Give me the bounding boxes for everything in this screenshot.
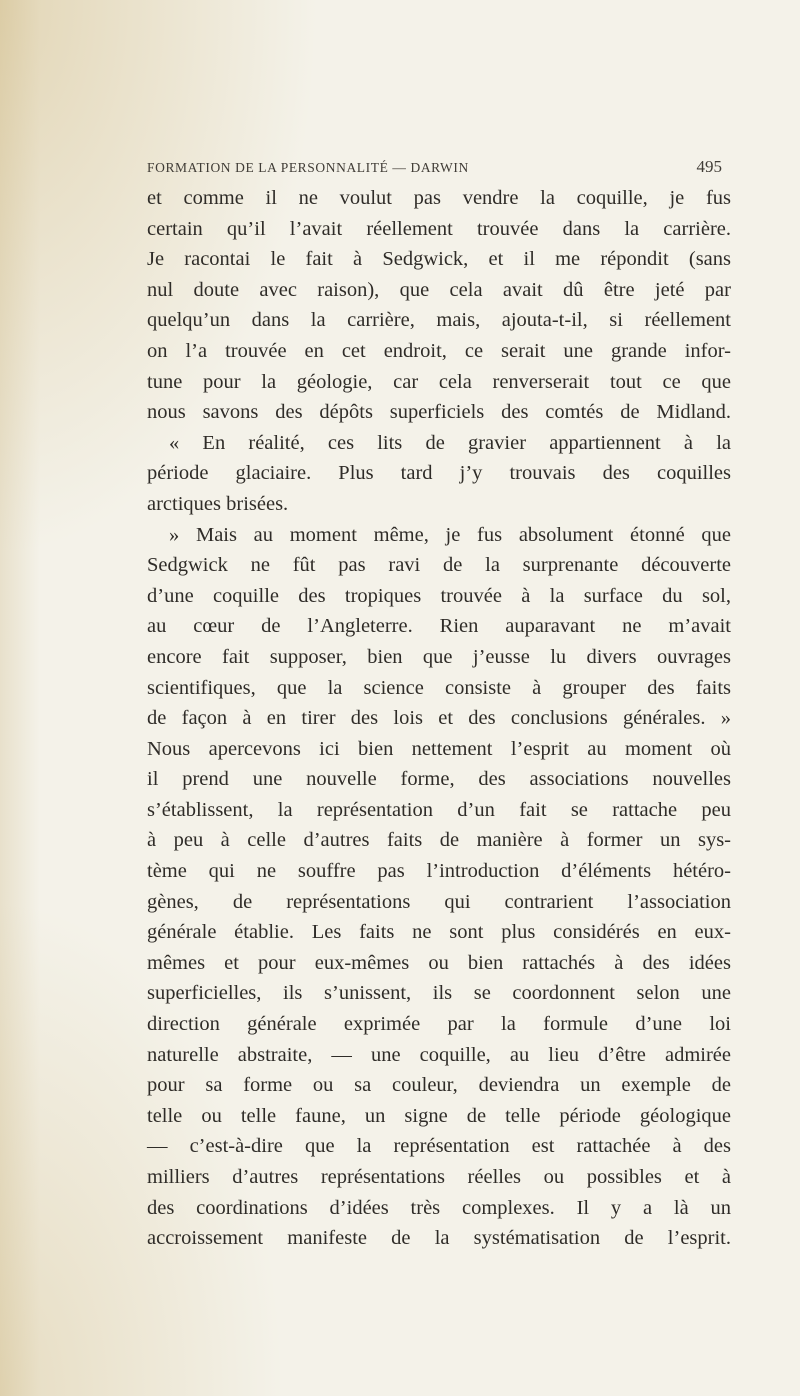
text-line: d’une coquille des tropiques trouvée à la surface du sol, xyxy=(147,584,731,607)
text-line: nous savons des dépôts superficiels des comtés de Midland. xyxy=(147,401,731,424)
text-line: mêmes et pour eux-mêmes ou bien rattachés à des idées xyxy=(147,951,731,974)
text-line: pour sa forme ou sa couleur, deviendra un exemple de xyxy=(147,1074,731,1097)
text-line: Je racontai le fait à Sedgwick, et il me répondit (sans xyxy=(147,248,731,271)
page-number: 495 xyxy=(696,157,722,176)
text-line: certain qu’il l’avait réellement trouvée dans la carrière. xyxy=(147,217,731,240)
text-line: scientifiques, que la science consiste à grouper des faits xyxy=(147,676,731,699)
text-line: — c’est-à-dire que la représentation est rattachée à des xyxy=(147,1135,731,1158)
text-line: superficielles, ils s’unissent, ils se coordonnent selon une xyxy=(147,982,731,1005)
text-line: nul doute avec raison), que cela avait dû être jeté par xyxy=(147,278,731,301)
text-line: il prend une nouvelle forme, des associations nouvelles xyxy=(147,768,731,791)
text-line: gènes, de représentations qui contrarient l’association xyxy=(147,890,731,913)
text-line: on l’a trouvée en cet endroit, ce serait une grande infor- xyxy=(147,339,731,362)
text-line: s’établissent, la représentation d’un fait se rattache peu xyxy=(147,798,731,821)
text-line: arctiques brisées. xyxy=(147,492,289,515)
text-line: des coordinations d’idées très complexes. Il y a là un xyxy=(147,1196,731,1219)
text-line: tune pour la géologie, car cela renverserait tout ce que xyxy=(147,370,731,393)
text-line: Nous apercevons ici bien nettement l’esprit au moment où xyxy=(147,737,731,760)
text-line: à peu à celle d’autres faits de manière à former un sys- xyxy=(147,829,731,852)
text-line: accroissement manifeste de la systématisation de l’esprit. xyxy=(147,1227,731,1250)
text-line: et comme il ne voulut pas vendre la coquille, je fus xyxy=(147,187,731,209)
text-line: générale établie. Les faits ne sont plus considérés en eux- xyxy=(147,921,731,944)
text-line: direction générale exprimée par la formule d’une loi xyxy=(147,1013,731,1036)
text-line: encore fait supposer, bien que j’eusse lu divers ouvrages xyxy=(147,645,731,668)
text-line: de façon à en tirer des lois et des conclusions générales. » xyxy=(147,707,731,730)
running-header: FORMATION DE LA PERSONNALITÉ — DARWIN xyxy=(147,160,469,175)
text-line: quelqu’un dans la carrière, mais, ajouta-t-il, si réellement xyxy=(147,309,731,332)
text-line: » Mais au moment même, je fus absolument étonné que xyxy=(169,523,731,546)
body-text xyxy=(147,183,731,1254)
text-line: période glaciaire. Plus tard j’y trouvais des coquilles xyxy=(147,462,731,485)
text-line: Sedgwick ne fût pas ravi de la surprenante découverte xyxy=(147,554,731,577)
text-line: naturelle abstraite, — une coquille, au lieu d’être admirée xyxy=(147,1043,731,1066)
text-line: au cœur de l’Angleterre. Rien auparavant ne m’avait xyxy=(147,615,731,638)
text-line: tème qui ne souffre pas l’introduction d’éléments hétéro- xyxy=(147,860,731,883)
text-line: « En réalité, ces lits de gravier appartiennent à la xyxy=(169,431,731,454)
text-line: telle ou telle faune, un signe de telle période géologique xyxy=(147,1104,731,1127)
text-line: milliers d’autres représentations réelles ou possibles et à xyxy=(147,1166,731,1188)
